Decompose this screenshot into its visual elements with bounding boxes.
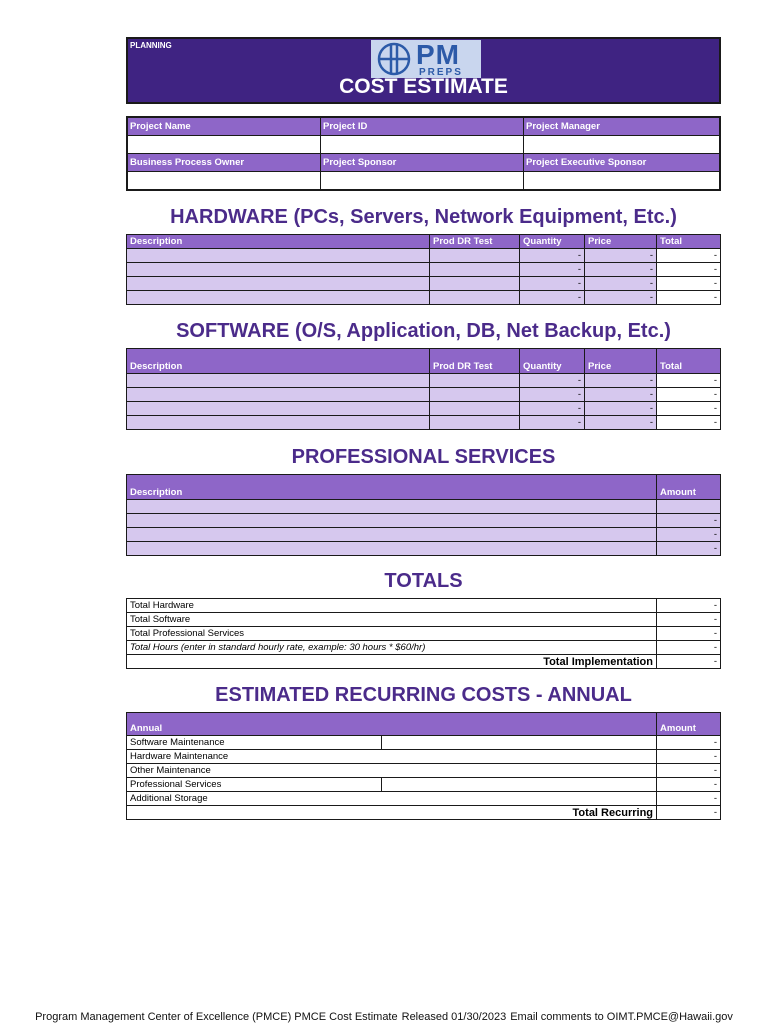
description-cell[interactable] — [127, 514, 657, 528]
total-cell: - — [657, 402, 721, 416]
prod-dr-test-cell[interactable] — [430, 374, 520, 388]
col-description: Description — [127, 475, 657, 500]
other-maintenance-value[interactable]: - — [657, 764, 721, 778]
hardware-maintenance-value[interactable]: - — [657, 750, 721, 764]
project-executive-sponsor-field[interactable] — [524, 172, 721, 191]
table-row — [127, 388, 721, 402]
col-prod-dr-test: Prod DR Test — [430, 349, 520, 374]
logo-pm-text: PM — [416, 39, 460, 70]
software-maintenance-label: Software Maintenance — [127, 736, 382, 750]
table-row — [127, 613, 721, 627]
page-footer — [0, 1011, 768, 1023]
amount-cell[interactable]: - — [657, 528, 721, 542]
prod-dr-test-cell[interactable] — [430, 291, 520, 305]
project-manager-field[interactable] — [524, 136, 721, 154]
table-row — [127, 764, 721, 778]
col-price: Price — [585, 235, 657, 249]
col-quantity: Quantity — [520, 349, 585, 374]
table-row — [127, 599, 721, 613]
project-name-label: Project Name — [127, 117, 321, 136]
prod-dr-test-cell[interactable] — [430, 277, 520, 291]
total-cell: - — [657, 416, 721, 430]
table-row — [127, 514, 721, 528]
prod-dr-test-cell[interactable] — [430, 263, 520, 277]
quantity-cell[interactable]: - — [520, 402, 585, 416]
quantity-cell[interactable]: - — [520, 291, 585, 305]
table-row — [127, 291, 721, 305]
description-cell[interactable] — [127, 374, 430, 388]
software-maintenance-value[interactable]: - — [657, 736, 721, 750]
total-hours-value[interactable]: - — [657, 641, 721, 655]
description-cell[interactable] — [127, 388, 430, 402]
prod-dr-test-cell[interactable] — [430, 388, 520, 402]
col-annual: Annual — [127, 713, 657, 736]
amount-cell[interactable] — [657, 500, 721, 514]
amount-cell[interactable]: - — [657, 542, 721, 556]
software-heading: SOFTWARE (O/S, Application, DB, Net Backup, Etc.) — [176, 320, 671, 342]
quantity-cell[interactable]: - — [520, 263, 585, 277]
table-row — [127, 263, 721, 277]
total-recurring-value: - — [657, 806, 721, 820]
project-info-table — [126, 116, 721, 191]
total-recurring-row — [127, 806, 721, 820]
planning-label: PLANNING — [130, 41, 172, 50]
col-total: Total — [657, 349, 721, 374]
total-software-value: - — [657, 613, 721, 627]
description-cell[interactable] — [127, 263, 430, 277]
description-cell[interactable] — [127, 500, 657, 514]
recurring-costs-table — [126, 712, 721, 820]
quantity-cell[interactable]: - — [520, 249, 585, 263]
project-manager-label: Project Manager — [524, 117, 721, 136]
project-id-label: Project ID — [321, 117, 524, 136]
logo-preps-text: PREPS — [419, 67, 463, 78]
footer-document-name: Program Management Center of Excellence (PMCE) PMCE Cost Estimate — [35, 1011, 398, 1023]
totals-table — [126, 598, 721, 669]
table-row — [127, 416, 721, 430]
total-cell: - — [657, 277, 721, 291]
total-cell: - — [657, 249, 721, 263]
globe-icon — [375, 41, 413, 77]
col-total: Total — [657, 235, 721, 249]
total-recurring-label: Total Recurring — [127, 806, 657, 820]
additional-storage-value[interactable]: - — [657, 792, 721, 806]
business-process-owner-field[interactable] — [127, 172, 321, 191]
additional-storage-label: Additional Storage — [127, 792, 657, 806]
totals-heading: TOTALS — [384, 570, 463, 592]
total-cell: - — [657, 263, 721, 277]
price-cell[interactable]: - — [585, 263, 657, 277]
description-cell[interactable] — [127, 402, 430, 416]
quantity-cell[interactable]: - — [520, 277, 585, 291]
col-prod-dr-test: Prod DR Test — [430, 235, 520, 249]
professional-services-note[interactable] — [382, 778, 657, 792]
table-row — [127, 528, 721, 542]
amount-cell[interactable]: - — [657, 514, 721, 528]
hardware-header-row — [127, 235, 721, 249]
col-amount: Amount — [657, 713, 721, 736]
other-maintenance-label: Other Maintenance — [127, 764, 657, 778]
table-row — [127, 277, 721, 291]
col-description: Description — [127, 349, 430, 374]
hardware-table — [126, 234, 721, 305]
professional-services-label: Professional Services — [127, 778, 382, 792]
table-row — [127, 750, 721, 764]
total-professional-services-label: Total Professional Services — [127, 627, 657, 641]
price-cell[interactable]: - — [585, 291, 657, 305]
table-row — [127, 500, 721, 514]
prod-dr-test-cell[interactable] — [430, 416, 520, 430]
table-row — [127, 736, 721, 750]
total-implementation-value: - — [657, 655, 721, 669]
software-header-row — [127, 349, 721, 374]
project-executive-sponsor-label: Project Executive Sponsor — [524, 154, 721, 172]
total-cell: - — [657, 388, 721, 402]
quantity-cell[interactable]: - — [520, 374, 585, 388]
total-hours-label: Total Hours (enter in standard hourly rate, example: 30 hours * $60/hr) — [127, 641, 657, 655]
col-quantity: Quantity — [520, 235, 585, 249]
description-cell[interactable] — [127, 291, 430, 305]
table-row — [127, 792, 721, 806]
pm-preps-logo — [371, 40, 481, 78]
price-cell[interactable]: - — [585, 402, 657, 416]
quantity-cell[interactable]: - — [520, 388, 585, 402]
table-row — [127, 641, 721, 655]
page-title: COST ESTIMATE — [339, 75, 508, 98]
description-cell[interactable] — [127, 528, 657, 542]
hardware-heading: HARDWARE (PCs, Servers, Network Equipment, Etc.) — [170, 206, 677, 228]
total-cell: - — [657, 374, 721, 388]
table-row — [127, 249, 721, 263]
total-implementation-label: Total Implementation — [127, 655, 657, 669]
professional-services-table — [126, 474, 721, 556]
quantity-cell[interactable]: - — [520, 416, 585, 430]
description-cell[interactable] — [127, 416, 430, 430]
col-description: Description — [127, 235, 430, 249]
prod-dr-test-cell[interactable] — [430, 249, 520, 263]
table-row — [127, 542, 721, 556]
recurring-header-row — [127, 713, 721, 736]
professional-services-heading: PROFESSIONAL SERVICES — [291, 446, 556, 468]
total-cell: - — [657, 291, 721, 305]
col-amount: Amount — [657, 475, 721, 500]
total-implementation-row — [127, 655, 721, 669]
header-banner — [126, 37, 721, 104]
footer-contact: Email comments to OIMT.PMCE@Hawaii.gov — [510, 1011, 733, 1023]
prod-dr-test-cell[interactable] — [430, 402, 520, 416]
table-row — [127, 374, 721, 388]
hardware-maintenance-label: Hardware Maintenance — [127, 750, 657, 764]
total-software-label: Total Software — [127, 613, 657, 627]
total-professional-services-value: - — [657, 627, 721, 641]
price-cell[interactable]: - — [585, 374, 657, 388]
price-cell[interactable]: - — [585, 388, 657, 402]
table-row — [127, 402, 721, 416]
description-cell[interactable] — [127, 277, 430, 291]
professional-services-value[interactable]: - — [657, 778, 721, 792]
table-row — [127, 778, 721, 792]
price-cell[interactable]: - — [585, 249, 657, 263]
services-header-row — [127, 475, 721, 500]
project-sponsor-field[interactable] — [321, 172, 524, 191]
description-cell[interactable] — [127, 542, 657, 556]
software-table — [126, 348, 721, 430]
price-cell[interactable]: - — [585, 416, 657, 430]
total-hardware-value: - — [657, 599, 721, 613]
software-maintenance-note[interactable] — [382, 736, 657, 750]
recurring-costs-heading: ESTIMATED RECURRING COSTS - ANNUAL — [215, 684, 632, 706]
footer-release-date: Released 01/30/2023 — [401, 1011, 507, 1023]
project-name-field[interactable] — [127, 136, 321, 154]
business-process-owner-label: Business Process Owner — [127, 154, 321, 172]
total-hardware-label: Total Hardware — [127, 599, 657, 613]
price-cell[interactable]: - — [585, 277, 657, 291]
project-sponsor-label: Project Sponsor — [321, 154, 524, 172]
table-row — [127, 627, 721, 641]
col-price: Price — [585, 349, 657, 374]
description-cell[interactable] — [127, 249, 430, 263]
project-id-field[interactable] — [321, 136, 524, 154]
